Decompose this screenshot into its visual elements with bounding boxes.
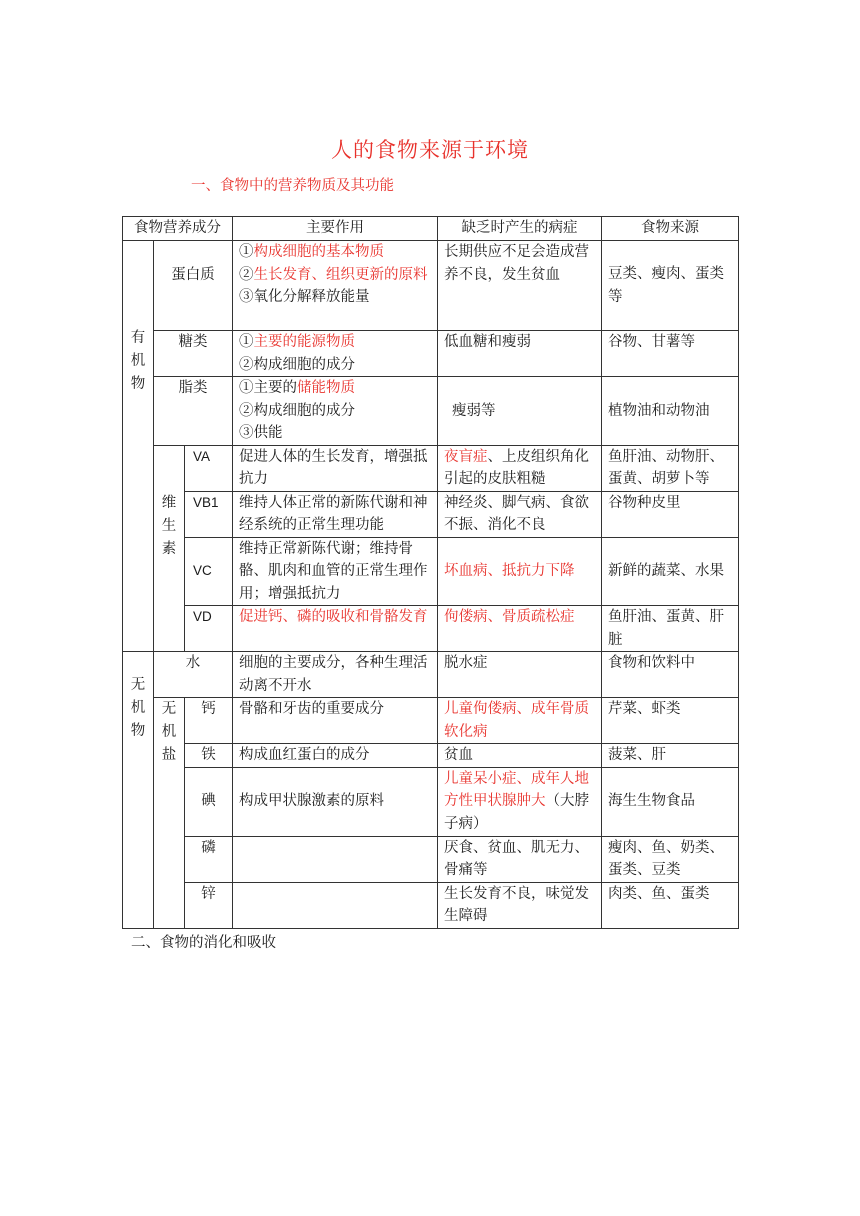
iron-function: 构成血红蛋白的成分 xyxy=(233,744,438,768)
header-function: 主要作用 xyxy=(233,217,438,241)
table-row-vb1 xyxy=(123,491,739,537)
inorganic-label: 无 机 物 xyxy=(123,652,154,929)
vb1-name: VB1 xyxy=(185,491,233,537)
salts-label: 无 机 盐 xyxy=(154,698,185,929)
vd-function: 促进钙、磷的吸收和骨骼发育 xyxy=(233,606,438,652)
header-component: 食物营养成分 xyxy=(123,217,233,241)
table-row-phosphorus xyxy=(123,836,739,882)
vd-deficiency: 佝偻病、骨质疏松症 xyxy=(438,606,602,652)
fat-deficiency: 瘦弱等 xyxy=(438,377,602,446)
phosphorus-name: 磷 xyxy=(185,836,233,882)
table-row-iodine xyxy=(123,767,739,836)
table-row-zinc xyxy=(123,882,739,928)
zinc-function xyxy=(233,882,438,928)
vb1-source: 谷物种皮里 xyxy=(602,491,739,537)
iron-deficiency: 贫血 xyxy=(438,744,602,768)
va-source: 鱼肝油、动物肝、蛋黄、胡萝卜等 xyxy=(602,445,739,491)
vitamin-label: 维 生 素 xyxy=(154,445,185,652)
organic-label: 有 机 物 xyxy=(123,241,154,652)
table-row-iron xyxy=(123,744,739,768)
table-row-water xyxy=(123,652,739,698)
vc-function: 维持正常新陈代谢；维持骨骼、肌肉和血管的正常生理作用；增强抵抗力 xyxy=(233,537,438,606)
table-row-vc xyxy=(123,537,739,606)
zinc-name: 锌 xyxy=(185,882,233,928)
iodine-function: 构成甲状腺激素的原料 xyxy=(233,767,438,836)
sugar-source: 谷物、甘薯等 xyxy=(602,331,739,377)
zinc-source: 肉类、鱼、蛋类 xyxy=(602,882,739,928)
protein-name: 蛋白质 xyxy=(154,241,233,331)
vb1-function: 维持人体正常的新陈代谢和神经系统的正常生理功能 xyxy=(233,491,438,537)
vc-name: VC xyxy=(185,537,233,606)
va-name: VA xyxy=(185,445,233,491)
sugar-name: 糖类 xyxy=(154,331,233,377)
water-source: 食物和饮料中 xyxy=(602,652,739,698)
iodine-deficiency: 儿童呆小症、成年人地方性甲状腺肿大（大脖子病） xyxy=(438,767,602,836)
phosphorus-function xyxy=(233,836,438,882)
vd-name: VD xyxy=(185,606,233,652)
iodine-source: 海生生物食品 xyxy=(602,767,739,836)
header-deficiency: 缺乏时产生的病症 xyxy=(438,217,602,241)
water-deficiency: 脱水症 xyxy=(438,652,602,698)
calcium-source: 芹菜、虾类 xyxy=(602,698,739,744)
table-row-fat xyxy=(123,377,739,446)
protein-source: 豆类、瘦肉、蛋类等 xyxy=(602,241,739,331)
phosphorus-deficiency: 厌食、贫血、肌无力、骨痛等 xyxy=(438,836,602,882)
iron-source: 菠菜、肝 xyxy=(602,744,739,768)
section-heading-1: 一、食物中的营养物质及其功能 xyxy=(191,178,394,194)
section-heading-2: 二、食物的消化和吸收 xyxy=(131,935,276,951)
vd-source: 鱼肝油、蛋黄、肝脏 xyxy=(602,606,739,652)
zinc-deficiency: 生长发育不良，味觉发生障碍 xyxy=(438,882,602,928)
fat-function: ①主要的储能物质 ②构成细胞的成分 ③供能 xyxy=(233,377,438,446)
protein-function: ①构成细胞的基本物质 ②生长发育、组织更新的原料 ③氧化分解释放能量 xyxy=(233,241,438,331)
protein-deficiency: 长期供应不足会造成营养不良，发生贫血 xyxy=(438,241,602,331)
vc-deficiency: 坏血病、抵抗力下降 xyxy=(438,537,602,606)
va-function: 促进人体的生长发育，增强抵抗力 xyxy=(233,445,438,491)
sugar-deficiency: 低血糖和瘦弱 xyxy=(438,331,602,377)
water-function: 细胞的主要成分，各种生理活动离不开水 xyxy=(233,652,438,698)
fat-name: 脂类 xyxy=(154,377,233,446)
iodine-name: 碘 xyxy=(185,767,233,836)
table-row-va xyxy=(123,445,739,491)
page-title: 人的食物来源于环境 xyxy=(331,138,529,162)
sugar-function: ①主要的能源物质 ②构成细胞的成分 xyxy=(233,331,438,377)
table-row-protein xyxy=(123,241,739,331)
phosphorus-source: 瘦肉、鱼、奶类、蛋类、豆类 xyxy=(602,836,739,882)
calcium-name: 钙 xyxy=(185,698,233,744)
table-header-row xyxy=(123,217,739,241)
table-row-calcium xyxy=(123,698,739,744)
water-name: 水 xyxy=(154,652,233,698)
va-deficiency: 夜盲症、上皮组织角化引起的皮肤粗糙 xyxy=(438,445,602,491)
iron-name: 铁 xyxy=(185,744,233,768)
table-row-vd xyxy=(123,606,739,652)
table-row-sugar xyxy=(123,331,739,377)
vc-source: 新鲜的蔬菜、水果 xyxy=(602,537,739,606)
nutrient-table xyxy=(122,216,739,929)
header-source: 食物来源 xyxy=(602,217,739,241)
calcium-function: 骨骼和牙齿的重要成分 xyxy=(233,698,438,744)
calcium-deficiency: 儿童佝偻病、成年骨质软化病 xyxy=(438,698,602,744)
fat-source: 植物油和动物油 xyxy=(602,377,739,446)
vb1-deficiency: 神经炎、脚气病、食欲不振、消化不良 xyxy=(438,491,602,537)
